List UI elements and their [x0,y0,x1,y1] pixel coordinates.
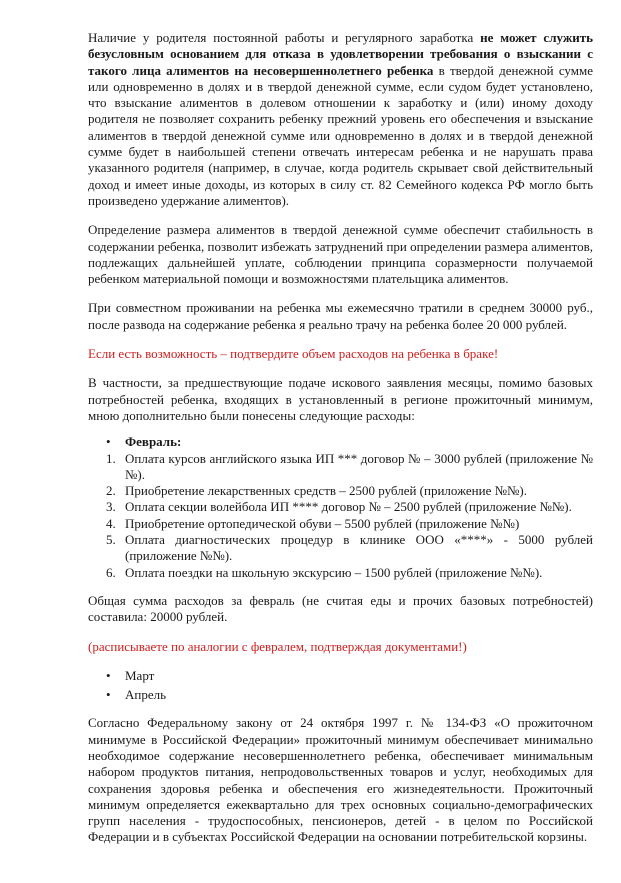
list-item-number: 2. [106,483,116,499]
bullet-march [88,668,593,684]
list-item-text: Оплата секции волейбола ИП **** договор № – 2500 рублей (приложение №№). [125,499,572,515]
months-list [88,668,593,704]
list-item [88,532,593,565]
paragraph-fixed-sum: Определение размера алиментов в твердой денежной сумме обеспечит стабильность в содержании ребенка, позволит избежать затруднений при определении размера алиментов, подлежащих дальнейшей уплате, соблюдении принципа соразмерности получаемой ребенком материальной помощи и возможностями плательщика алиментов. [88,222,593,287]
list-item-number: 4. [106,515,116,531]
paragraph-additional-expenses: В частности, за предшествующие подаче искового заявления месяцы, помимо базовых потребностей ребенка, входящих в установленный в регионе прожиточный минимум, мною дополнительно были понесены следующие расходы: [88,375,593,423]
paragraph-employment [88,30,593,209]
list-item-number: 6. [106,564,116,580]
document-page [88,30,593,859]
month-label: Апрель [125,687,167,703]
list-item-text: Оплата диагностических процедур в клинике ООО «****» - 5000 рублей (приложение №№). [125,532,593,564]
list-item-text: Приобретение ортопедической обуви – 5500 рублей (приложение №№) [125,515,520,531]
list-item [88,499,593,515]
note-confirm-expenses: Если есть возможность – подтвердите объем расходов на ребенка в браке! [88,346,499,362]
month-label: Март [125,667,155,683]
paragraph-subsistence-minimum: Согласно Федеральному закону от 24 октября 1997 г. № 134-ФЗ «О прожиточном минимуме в Российской Федерации» прожиточный минимум обеспечивает минимально необходимое содержание несовершеннолетнего ребенка, обеспечивает минимальным набором продуктов питания, непродовольственных товаров и услуг, необходимых для сохранения здоровья ребенка и обеспечения его жизнедеятельности. Прожиточный минимум определяется ежеквартально для трех основных социально-демографических групп населения - трудоспособных, пенсионеров, детей - в целом по Российской Федерации и в субъектах Российской Федерации на основании потребительской корзины. [88,715,593,845]
paragraph-employment-bold: не может служить безусловным основанием для отказа в удовлетворении требования о взыскании с такого лица алиментов на несовершеннолетнего ребенка [88,30,594,78]
bullet-icon: • [106,434,111,450]
paragraph-expenses-comparison: При совместном проживании на ребенка мы ежемесячно тратили в среднем 30000 руб., после развода на содержание ребенка я реально трачу на ребенка более 20 000 рублей. [88,300,593,332]
paragraph-february-total: Общая сумма расходов за февраль (не считая еды и прочих базовых потребностей) составила: 20000 рублей. [88,592,593,625]
list-item-number: 1. [106,450,116,466]
list-item [88,516,593,532]
list-item [88,483,593,499]
list-item-text: Приобретение лекарственных средств – 2500 рублей (приложение №№). [125,483,527,499]
list-item-text: Оплата курсов английского языка ИП *** договор № – 3000 рублей (приложение №№). [125,450,593,482]
bullet-icon: • [106,667,111,683]
february-label: Февраль: [125,434,182,450]
list-item-number: 3. [106,499,116,515]
february-expense-list [88,451,593,581]
bullet-icon: • [106,687,111,703]
note-by-analogy: (расписываете по аналогии с февралем, подтверждая документами!) [88,638,467,654]
list-item-text: Оплата поездки на школьную экскурсию – 1500 рублей (приложение №№). [125,564,543,580]
list-item [88,451,593,484]
bullet-february [88,434,593,450]
paragraph-employment-pre: Наличие у родителя постоянной работы и регулярного заработка [88,30,481,45]
list-item-number: 5. [106,532,116,548]
paragraph-employment-post: в твердой денежной сумме или одновременно в долях и в твердой денежной сумме, если судом будет установлено, что взыскание алиментов в долевом отношении к заработку и (или) иному доходу родителя не позволяет сохранить ребенку прежний уровень его обеспечения и взыскание алиментов в твердой денежной сумме или одновременно в долях и в твердой денежной сумме будет в наибольшей степени отвечать интересам ребенка и не нарушать права указанного родителя (например, в случае, когда родитель скрывает свой действительный доход и имеет иные доходы, из которых в силу ст. 82 Семейного кодекса РФ могло быть произведено удержание алиментов). [88,62,593,208]
bullet-april [88,687,593,703]
list-item [88,565,593,581]
